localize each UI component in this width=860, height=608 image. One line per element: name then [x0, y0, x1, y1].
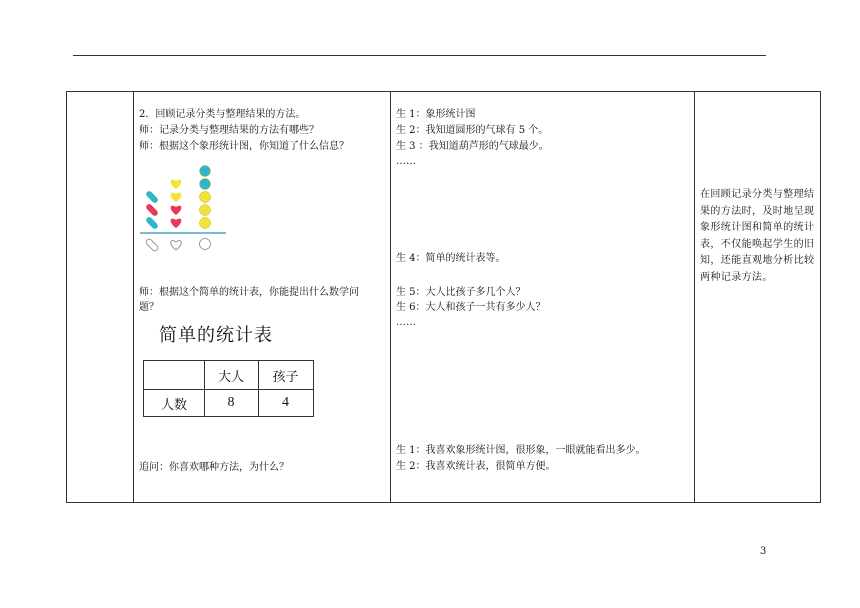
teacher-follow-up: 追问：你喜欢哪种方法，为什么？ [139, 462, 289, 473]
gourd-balloon-icon [145, 203, 159, 217]
student-answer: 生 2：我喜欢统计表，很简单方便。 [396, 461, 556, 472]
column-divider [694, 92, 695, 502]
table-row-divider [144, 389, 313, 390]
student-answer: 生 1：象形统计图 [396, 109, 476, 120]
table-header-cell: 孩子 [272, 370, 299, 385]
student-answer: 生 4：简单的统计表等。 [396, 253, 506, 264]
heart-balloon-icon [171, 180, 182, 189]
table-cell: 8 [227, 395, 235, 410]
heart-outline-icon [171, 241, 182, 250]
table-cell: 4 [282, 395, 289, 410]
table-header-cell: 大人 [217, 370, 244, 385]
round-balloon-icon [200, 179, 211, 190]
gourd-balloon-icon [145, 216, 159, 230]
heart-balloon-icon [171, 193, 182, 202]
round-balloon-icon [200, 218, 211, 229]
round-balloon-icon [200, 166, 211, 177]
student-answer: 生 5：大人比孩子多几个人？ [396, 287, 526, 298]
gourd-balloon-icon [145, 190, 159, 204]
gourd-outline-icon [145, 238, 159, 252]
pictograph [138, 153, 230, 258]
student-answer: 生 2：我知道圆形的气球有 5 个。 [396, 125, 549, 136]
round-balloon-icon [200, 192, 211, 203]
column-divider [390, 92, 391, 502]
table-row-label: 人数 [160, 398, 187, 413]
column-divider [133, 92, 134, 502]
simple-table-title: 简单的统计表 [159, 325, 273, 346]
simple-table [143, 360, 314, 417]
teacher-question: 题？ [139, 302, 159, 313]
round-balloon-icon [200, 205, 211, 216]
student-answer: 生 1：我喜欢象形统计图，很形象，一眼就能看出多少。 [396, 445, 646, 456]
page-number: 3 [760, 546, 767, 557]
ellipsis: …… [396, 156, 416, 167]
design-note: 在回顾记录分类与整理结果的方法时，及时地呈现象形统计图和简单的统计表，不仅能唤起学生的旧知，还能直观地分析比较两种记录方法。 [700, 189, 815, 283]
teacher-question: 师：根据这个简单的统计表，你能提出什么数学问 [139, 287, 359, 298]
teacher-line: 师：记录分类与整理结果的方法有哪些？ [139, 125, 319, 136]
heart-balloon-icon [171, 206, 182, 215]
student-answer: 生 3 ：我知道葫芦形的气球最少。 [396, 141, 549, 152]
teacher-line: 2．回顾记录分类与整理结果的方法。 [139, 109, 306, 120]
ellipsis: …… [396, 317, 416, 328]
student-answer: 生 6：大人和孩子一共有多少人？ [396, 302, 546, 313]
round-outline-icon [200, 239, 211, 250]
header-rule [73, 55, 766, 56]
teacher-line: 师：根据这个象形统计图，你知道了什么信息？ [139, 141, 349, 152]
heart-balloon-icon [171, 219, 182, 228]
